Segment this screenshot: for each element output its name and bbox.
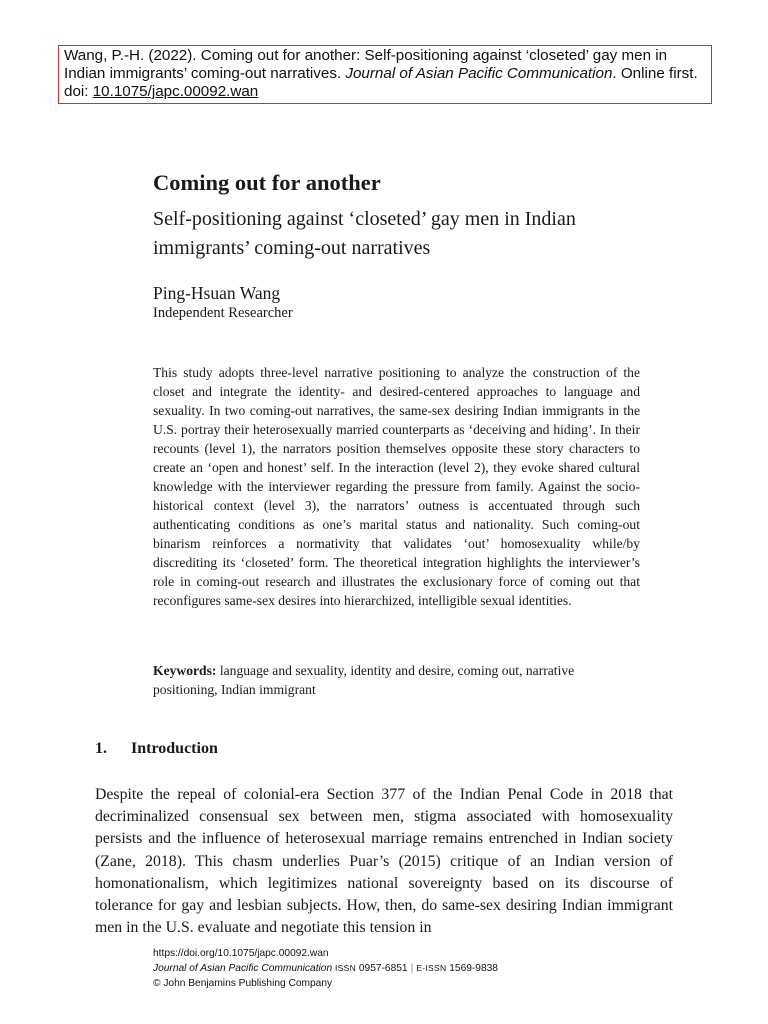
citation-article-title: Coming out for another: Self-positioning against ‘closeted’ gay men in Indian immigrants’ coming-out narratives. (64, 47, 668, 82)
citation-status: . Online first. doi: (64, 65, 698, 100)
abstract: This study adopts three-level narrative positioning to analyze the construction of the closet and integrate the identity- and desired-centered approaches to language and sexuality. In two coming-out narratives, the same-sex desiring Indian immigrants in the U.S. portray their heterosexually married counterparts as ‘deceiving and hiding’. In their recounts (level 1), the narrators position themselves opposite these story characters to create an ‘open and honest’ self. In the interaction (level 2), they evoke shared cultural knowledge with the interviewer regarding the pressure from family. Against the socio-historical context (level 3), the narrators’ outness is accentuated through such authenticating conditions as one’s marital status and nationality. Such coming-out binarism reinforces a normativity that validates ‘out’ homosexuality while/by discrediting its ‘closeted’ form. The theoretical integration highlights the interviewer’s role in coming-out research and illustrates the exclusionary force of coming out that reconfigures same-sex desires into hierarchized, intelligible sexual identities. (153, 365, 640, 608)
footer-issn: 0957-6851 (358, 963, 408, 974)
author-affiliation: Independent Researcher (153, 305, 293, 321)
footer-eissn-label: E-ISSN (416, 963, 447, 973)
author-name: Ping-Hsuan Wang (153, 283, 281, 303)
page-footer (153, 946, 498, 991)
footer-publisher: © John Benjamins Publishing Company (153, 978, 333, 989)
citation-journal: Journal of Asian Pacific Communication (345, 65, 613, 82)
citation-doi-link[interactable]: 10.1075/japc.00092.wan (92, 83, 259, 100)
footer-journal: Journal of Asian Pacific Communication (153, 963, 333, 974)
keywords-label: Keywords: (153, 663, 217, 678)
introduction-paragraph: Despite the repeal of colonial-era Section 377 of the Indian Penal Code in 2018 that decriminalized consensual sex between men, stigma associated with homosexuality persists and the influence of heterosexual marriage remains entrenched in Indian society (Zane, 2018). This chasm underlies Puar’s (2015) critique of an Indian version of homonationalism, which legitimizes national sovereignty based on its discourse of tolerance for gay and lesbian subjects. How, then, do same-sex desiring Indian immigrant men in the U.S. evaluate and negotiate this tension in (95, 786, 673, 937)
section-heading (95, 740, 218, 758)
section-number: 1. (95, 740, 107, 757)
keywords (153, 661, 640, 699)
citation-box (58, 45, 712, 104)
footer-doi-url[interactable]: https://doi.org/10.1075/japc.00092.wan (153, 948, 329, 959)
section-title: Introduction (131, 740, 218, 757)
footer-separator: | (410, 963, 414, 974)
citation-authors-year: Wang, P.-H. (2022). (64, 47, 197, 64)
footer-issn-label: ISSN (334, 963, 357, 973)
footer-journal-line (153, 961, 498, 976)
footer-eissn: 1569-9838 (449, 963, 498, 974)
paper-title: Coming out for another (153, 170, 381, 195)
keywords-list: language and sexuality, identity and desire, coming out, narrative positioning, Indian immigrant (153, 663, 575, 697)
paper-subtitle: Self-positioning against ‘closeted’ gay men in Indian immigrants’ coming-out narratives (153, 208, 576, 259)
